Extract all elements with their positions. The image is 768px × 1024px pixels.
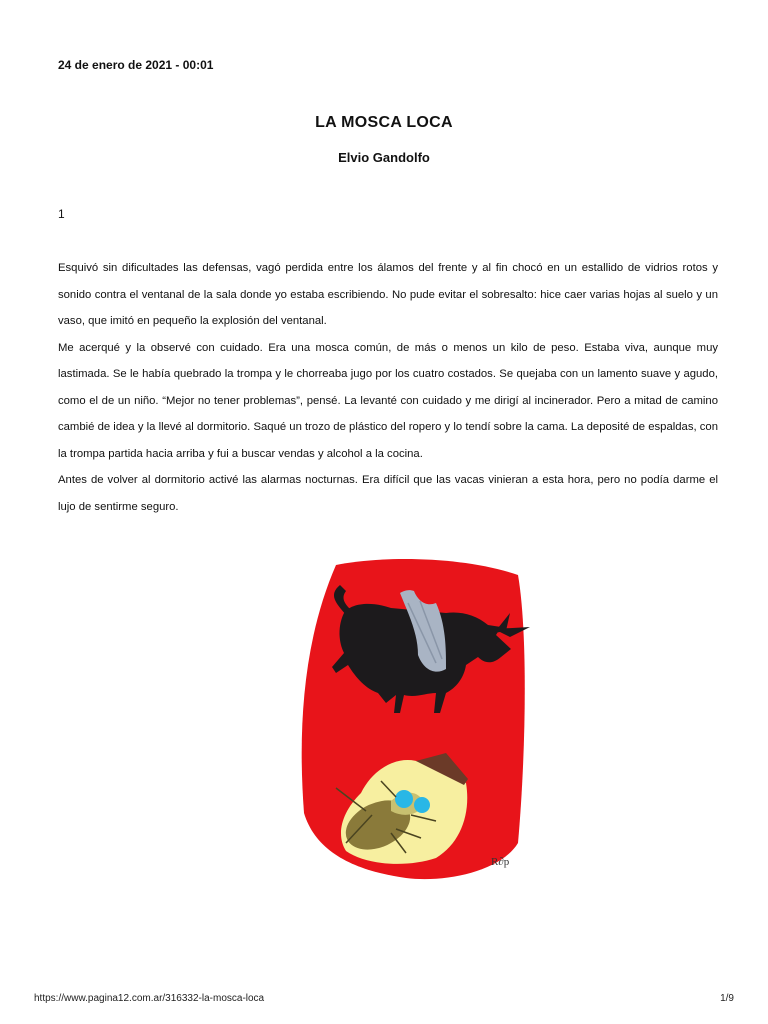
paragraph: Esquivó sin dificultades las defensas, vagó perdida entre los álamos del frente y al fin chocó en un estallido de vidrios rotos y sonido contra el ventanal de la sala donde yo estaba escribiendo. No pude evitar el sobresalto: hice caer varias hojas al suelo y un vaso, que imitó en pequeño la explosión del ventanal. xyxy=(58,262,718,327)
article-title: LA MOSCA LOCA xyxy=(315,114,453,131)
article-author: Elvio Gandolfo xyxy=(338,150,430,165)
paragraph: Me acerqué y la observé con cuidado. Era una mosca común, de más o menos un kilo de peso. Estaba viva, aunque muy lastimada. Se le había quebrado la trompa y le chorreaba jugo por los cuatro costados. Se quejaba con un lamento suave y agudo, como el de un niño. “Mejor no tener problemas”, pensé. La levanté con cuidado y me dirigí al incinerador. Pero a mitad de camino cambié de idea y la llevé al dormitorio. Saqué un trozo de plástico del ropero y lo tendí sobre la cama. La deposité de espaldas, con la trompa partida hacia arriba y fui a buscar vendas y alcohol a la cocina. xyxy=(58,341,718,460)
footer-source-url: https://www.pagina12.com.ar/316332-la-mosca-loca xyxy=(34,993,265,1004)
paragraph: Antes de volver al dormitorio activé las alarmas nocturnas. Era difícil que las vacas vinieran a esta hora, pero no podía darme el lujo de sentirme seguro. xyxy=(58,474,718,513)
article-date: 24 de enero de 2021 - 00:01 xyxy=(58,58,214,72)
article-illustration xyxy=(296,553,531,888)
illustrator-signature: R∂p xyxy=(491,856,510,868)
article-body xyxy=(58,255,718,520)
section-number: 1 xyxy=(58,207,65,221)
footer-page-number: 1/9 xyxy=(720,993,734,1004)
